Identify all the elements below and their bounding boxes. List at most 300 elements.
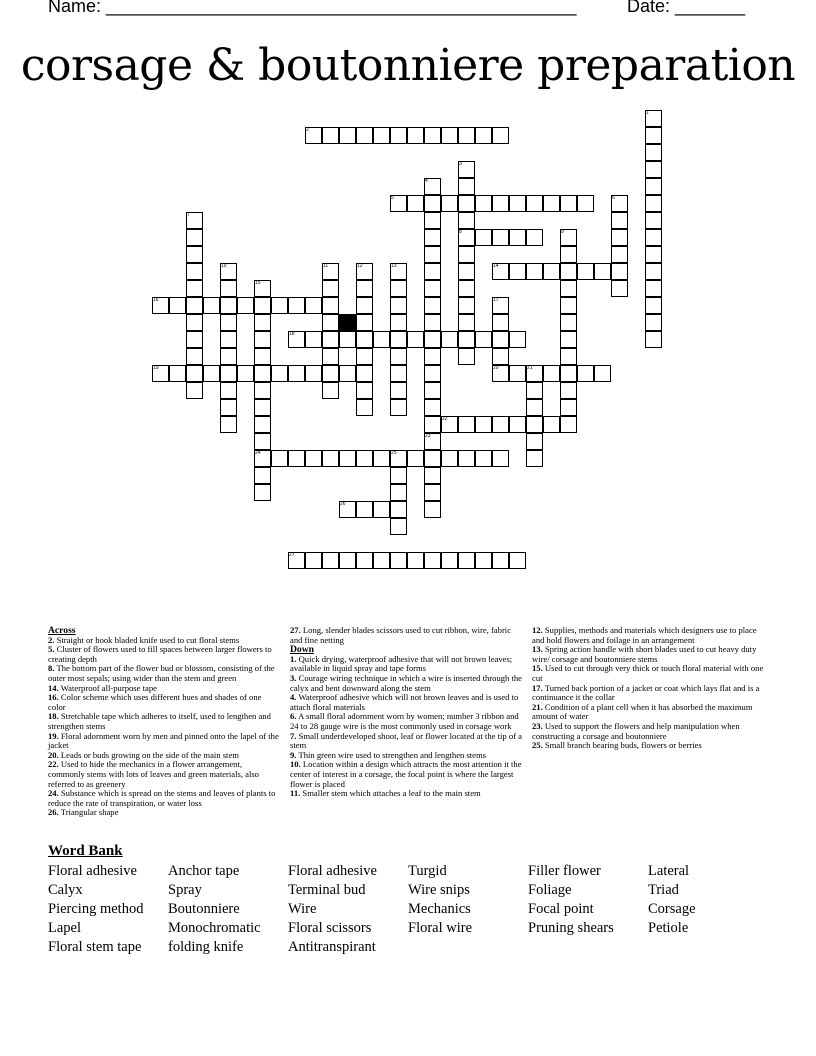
crossword-cell[interactable] <box>390 382 407 399</box>
crossword-cell[interactable] <box>356 399 373 416</box>
clue-number-label: 24. <box>48 788 59 799</box>
crossword-cell[interactable] <box>611 280 628 297</box>
crossword-cell[interactable] <box>254 297 271 314</box>
clue-number: 19 <box>153 365 159 371</box>
crossword-cell[interactable] <box>645 246 662 263</box>
crossword-cell[interactable] <box>492 229 509 246</box>
crossword-cell[interactable] <box>560 297 577 314</box>
crossword-cell[interactable] <box>645 212 662 229</box>
clue <box>532 684 764 703</box>
crossword-cell[interactable] <box>288 365 305 382</box>
crossword-cell[interactable] <box>526 399 543 416</box>
word-bank-item: Antitranspirant <box>288 939 376 955</box>
crossword-cell[interactable] <box>390 518 407 535</box>
crossword-cell[interactable] <box>254 365 271 382</box>
word-bank-item: Floral stem tape <box>48 939 142 955</box>
crossword-cell[interactable] <box>458 195 475 212</box>
crossword-cell[interactable] <box>594 263 611 280</box>
clue-text: Used to cut through very thick or touch floral material with one cut <box>532 663 764 683</box>
crossword-cell[interactable] <box>339 552 356 569</box>
crossword-cell[interactable] <box>441 331 458 348</box>
crossword-cell[interactable] <box>594 365 611 382</box>
crossword-cell[interactable] <box>645 314 662 331</box>
crossword-cell[interactable] <box>492 416 509 433</box>
crossword-cell[interactable] <box>424 263 441 280</box>
clue-number-label: 19. <box>48 730 59 741</box>
crossword-cell[interactable] <box>373 331 390 348</box>
crossword-cell[interactable] <box>475 195 492 212</box>
crossword-cell[interactable] <box>458 450 475 467</box>
crossword-cell[interactable] <box>458 263 475 280</box>
crossword-cell[interactable] <box>424 246 441 263</box>
crossword-cell[interactable] <box>271 365 288 382</box>
crossword-cell[interactable] <box>645 331 662 348</box>
clue-number: 3 <box>459 161 462 167</box>
crossword-cell[interactable] <box>458 178 475 195</box>
crossword-cell[interactable] <box>560 280 577 297</box>
clue-number-label: 7. <box>290 730 297 741</box>
crossword-cell[interactable] <box>390 501 407 518</box>
crossword-cell[interactable] <box>475 127 492 144</box>
crossword-cell[interactable] <box>424 484 441 501</box>
crossword-cell[interactable] <box>543 365 560 382</box>
crossword-cell[interactable] <box>611 246 628 263</box>
crossword-cell[interactable] <box>509 263 526 280</box>
clue-text: Condition of a plant cell when it has absorbed the maximum amount of water <box>532 701 753 722</box>
crossword-cell[interactable] <box>186 263 203 280</box>
crossword-cell[interactable] <box>186 297 203 314</box>
crossword-cell[interactable] <box>220 382 237 399</box>
clue-text: Smaller stem which attaches a leaf to the main stem <box>300 788 481 799</box>
crossword-cell[interactable] <box>220 331 237 348</box>
crossword-cell[interactable] <box>645 127 662 144</box>
crossword-cell[interactable] <box>645 229 662 246</box>
word-bank-item: Piercing method <box>48 901 144 917</box>
crossword-cell[interactable] <box>254 399 271 416</box>
crossword-cell[interactable] <box>356 365 373 382</box>
crossword-cell[interactable] <box>424 348 441 365</box>
crossword-cell[interactable] <box>305 552 322 569</box>
word-bank-item: Mechanics <box>408 901 471 917</box>
crossword-cell[interactable] <box>526 433 543 450</box>
crossword-cell[interactable] <box>526 416 543 433</box>
crossword-cell[interactable] <box>424 314 441 331</box>
crossword-cell[interactable] <box>254 348 271 365</box>
crossword-cell[interactable] <box>390 552 407 569</box>
crossword-cell[interactable] <box>611 212 628 229</box>
crossword-cell[interactable] <box>254 433 271 450</box>
date-field-label[interactable]: Date: _______ <box>627 0 746 16</box>
crossword-cell[interactable] <box>543 416 560 433</box>
crossword-cell[interactable] <box>254 331 271 348</box>
crossword-cell[interactable] <box>509 552 526 569</box>
crossword-cell[interactable] <box>356 450 373 467</box>
crossword-cell[interactable] <box>220 365 237 382</box>
crossword-cell[interactable] <box>339 365 356 382</box>
crossword-cell[interactable] <box>169 297 186 314</box>
crossword-cell[interactable] <box>339 127 356 144</box>
crossword-cell[interactable] <box>390 297 407 314</box>
clue-text: Turned back portion of a jacket or coat which lays flat and is a continuance it the collar <box>532 682 760 703</box>
crossword-cell[interactable] <box>203 365 220 382</box>
clue-number: 17 <box>493 297 499 303</box>
crossword-cell[interactable] <box>526 450 543 467</box>
clue-text: Used to hide the mechanics in a flower arrangement, commonly stems with lots of leaves and green materials, also referred to as greenery <box>48 759 259 789</box>
crossword-cell[interactable] <box>458 212 475 229</box>
clue-number: 22 <box>442 416 448 422</box>
crossword-cell[interactable] <box>475 331 492 348</box>
word-bank-item: folding knife <box>168 939 244 955</box>
crossword-cell[interactable] <box>560 382 577 399</box>
clue-number: 6 <box>612 195 615 201</box>
clue <box>48 760 280 789</box>
crossword-cell[interactable] <box>645 144 662 161</box>
crossword-cell[interactable] <box>475 450 492 467</box>
crossword-black-cell <box>339 314 356 331</box>
crossword-cell[interactable] <box>492 331 509 348</box>
across-clues-b <box>290 626 522 645</box>
crossword-cell[interactable] <box>390 484 407 501</box>
clue <box>48 664 280 683</box>
clue-number-label: 9. <box>290 749 297 760</box>
clue-text: Waterproof adhesive which will not brown leaves and is used to attach floral materials <box>290 692 519 712</box>
crossword-cell[interactable] <box>526 263 543 280</box>
crossword-cell[interactable] <box>611 263 628 280</box>
crossword-cell[interactable] <box>458 416 475 433</box>
crossword-cell[interactable] <box>356 280 373 297</box>
crossword-cell[interactable] <box>424 450 441 467</box>
clue-text: Cluster of flowers used to fill spaces between larger flowers to creating depth <box>48 644 272 664</box>
page-title: corsage & boutonniere preparation <box>20 40 796 91</box>
clue-text: A small floral adornment worn by women; number 3 ribbon and 24 to 28 gauge wire is the most commonly used in corsage work <box>290 711 519 731</box>
clue-number-label: 13. <box>532 644 543 655</box>
crossword-cell[interactable] <box>220 297 237 314</box>
clue-number: 8 <box>459 229 462 235</box>
crossword-cell[interactable] <box>526 382 543 399</box>
clue-text: Courage wiring technique in which a wire is inserted through the calyx and bent downward along the stem <box>290 672 522 693</box>
crossword-cell[interactable] <box>577 365 594 382</box>
crossword-cell[interactable] <box>254 467 271 484</box>
word-bank-item: Monochromatic <box>168 920 261 936</box>
crossword-cell[interactable] <box>237 365 254 382</box>
crossword-cell[interactable] <box>339 331 356 348</box>
crossword-cell[interactable] <box>186 331 203 348</box>
crossword-cell[interactable] <box>543 263 560 280</box>
clue-number-label: 25. <box>532 740 543 751</box>
clue-text: The bottom part of the flower bud or blossom, consisting of the outer most sepals; using wider than the stem and green <box>48 663 275 683</box>
word-bank-item: Floral wire <box>408 920 473 936</box>
crossword-cell[interactable] <box>186 229 203 246</box>
word-bank-item: Petiole <box>648 920 689 936</box>
crossword-cell[interactable] <box>475 552 492 569</box>
crossword-cell[interactable] <box>441 195 458 212</box>
clue-number: 25 <box>391 450 397 456</box>
crossword-cell[interactable] <box>356 297 373 314</box>
crossword-cell[interactable] <box>424 195 441 212</box>
crossword-cell[interactable] <box>288 297 305 314</box>
clue-number: 13 <box>391 263 397 269</box>
clue-number-label: 8. <box>48 663 55 674</box>
word-bank-item: Wire <box>288 901 317 917</box>
crossword-cell[interactable] <box>424 331 441 348</box>
clue <box>290 760 522 789</box>
crossword-cell[interactable] <box>220 416 237 433</box>
crossword-cell[interactable] <box>458 314 475 331</box>
crossword-cell[interactable] <box>356 382 373 399</box>
word-bank-item: Lateral <box>648 863 690 879</box>
crossword-cell[interactable] <box>611 229 628 246</box>
clue-number: 20 <box>493 365 499 371</box>
word-bank-item: Wire snips <box>408 882 470 898</box>
crossword-cell[interactable] <box>356 552 373 569</box>
crossword-cell[interactable] <box>203 297 220 314</box>
crossword-cell[interactable] <box>458 348 475 365</box>
clue <box>532 664 764 683</box>
crossword-cell[interactable] <box>475 229 492 246</box>
clue <box>290 693 522 712</box>
word-bank-item: Focal point <box>528 901 594 917</box>
crossword-cell[interactable] <box>356 501 373 518</box>
crossword-cell[interactable] <box>645 297 662 314</box>
crossword-cell[interactable] <box>424 365 441 382</box>
crossword-cell[interactable] <box>526 195 543 212</box>
crossword-cell[interactable] <box>424 280 441 297</box>
clue-number: 4 <box>425 178 428 184</box>
crossword-cell[interactable] <box>220 280 237 297</box>
clue <box>290 674 522 693</box>
crossword-cell[interactable] <box>509 365 526 382</box>
clues-column-3 <box>532 626 764 751</box>
crossword-cell[interactable] <box>322 314 339 331</box>
crossword-cell[interactable] <box>509 229 526 246</box>
crossword-cell[interactable] <box>560 331 577 348</box>
crossword-cell[interactable] <box>220 348 237 365</box>
crossword-cell[interactable] <box>577 195 594 212</box>
crossword-cell[interactable] <box>560 416 577 433</box>
clue-number-label: 14. <box>48 682 59 693</box>
clue-number-label: 23. <box>532 720 543 731</box>
crossword-cell[interactable] <box>322 450 339 467</box>
clue-number-label: 2. <box>48 634 55 645</box>
clue-number: 10 <box>221 263 227 269</box>
crossword-cell[interactable] <box>169 365 186 382</box>
crossword-cell[interactable] <box>509 195 526 212</box>
crossword-cell[interactable] <box>373 552 390 569</box>
clue-number: 14 <box>493 263 499 269</box>
crossword-cell[interactable] <box>322 348 339 365</box>
crossword-cell[interactable] <box>390 314 407 331</box>
crossword-cell[interactable] <box>220 314 237 331</box>
crossword-cell[interactable] <box>407 552 424 569</box>
crossword-cell[interactable] <box>237 297 254 314</box>
clue-number-label: 18. <box>48 711 59 722</box>
crossword-cell[interactable] <box>458 246 475 263</box>
crossword-cell[interactable] <box>492 314 509 331</box>
crossword-cell[interactable] <box>509 416 526 433</box>
crossword-cell[interactable] <box>458 331 475 348</box>
crossword-cell[interactable] <box>390 467 407 484</box>
clue-number: 1 <box>646 110 649 116</box>
crossword-cell[interactable] <box>560 246 577 263</box>
crossword-cell[interactable] <box>441 450 458 467</box>
clue-number: 11 <box>323 263 329 269</box>
clue-number-label: 3. <box>290 672 297 683</box>
crossword-cell[interactable] <box>424 229 441 246</box>
crossword-cell[interactable] <box>407 195 424 212</box>
crossword-cell[interactable] <box>254 314 271 331</box>
crossword-cell[interactable] <box>356 127 373 144</box>
crossword-cell[interactable] <box>560 314 577 331</box>
crossword-cell[interactable] <box>288 450 305 467</box>
crossword-cell[interactable] <box>322 127 339 144</box>
clue <box>290 712 522 731</box>
clue-number-label: 27. <box>290 625 301 635</box>
clue <box>48 693 280 712</box>
crossword-cell[interactable] <box>322 297 339 314</box>
crossword-cell[interactable] <box>407 450 424 467</box>
crossword-cell[interactable] <box>356 331 373 348</box>
crossword-cell[interactable] <box>424 382 441 399</box>
crossword-cell[interactable] <box>186 314 203 331</box>
clue-number-label: 10. <box>290 759 301 770</box>
down-clues-b <box>532 626 764 751</box>
crossword-cell[interactable] <box>509 331 526 348</box>
crossword-cell[interactable] <box>492 552 509 569</box>
clue-number: 24 <box>255 450 261 456</box>
crossword-cell[interactable] <box>458 552 475 569</box>
crossword-cell[interactable] <box>305 331 322 348</box>
crossword-cell[interactable] <box>424 297 441 314</box>
crossword-cell[interactable] <box>254 416 271 433</box>
word-bank-heading: Word Bank <box>48 843 123 859</box>
crossword-cell[interactable] <box>492 127 509 144</box>
crossword-cell[interactable] <box>390 365 407 382</box>
crossword-cell[interactable] <box>645 161 662 178</box>
crossword-cell[interactable] <box>407 331 424 348</box>
crossword-cell[interactable] <box>271 450 288 467</box>
clue-text: Leads or buds growing on the side of the main stem <box>58 749 239 760</box>
crossword-cell[interactable] <box>560 263 577 280</box>
crossword-cell[interactable] <box>322 382 339 399</box>
crossword-cell[interactable] <box>186 382 203 399</box>
crossword-cell[interactable] <box>424 127 441 144</box>
crossword-cell[interactable] <box>390 280 407 297</box>
crossword-cell[interactable] <box>458 297 475 314</box>
crossword-cell[interactable] <box>441 552 458 569</box>
clue-number: 27 <box>289 552 295 558</box>
crossword-cell[interactable] <box>186 348 203 365</box>
clues-column-2 <box>290 626 522 799</box>
clue-number-label: 26. <box>48 807 59 818</box>
crossword-cell[interactable] <box>271 297 288 314</box>
crossword-cell[interactable] <box>424 552 441 569</box>
clue-number-label: 12. <box>532 625 543 635</box>
crossword-cell[interactable] <box>560 365 577 382</box>
crossword-cell[interactable] <box>186 365 203 382</box>
clue-number: 26 <box>340 501 346 507</box>
clue <box>48 808 280 818</box>
crossword-cell[interactable] <box>560 195 577 212</box>
crossword-cell[interactable] <box>458 127 475 144</box>
crossword-cell[interactable] <box>577 263 594 280</box>
down-heading: Down <box>290 644 314 656</box>
crossword-cell[interactable] <box>390 127 407 144</box>
crossword-cell[interactable] <box>373 127 390 144</box>
clue-number: 18 <box>289 331 295 337</box>
crossword-cell[interactable] <box>560 348 577 365</box>
crossword-cell[interactable] <box>424 467 441 484</box>
crossword-cell[interactable] <box>441 127 458 144</box>
word-bank-item: Spray <box>168 882 202 898</box>
clue <box>48 645 280 664</box>
word-bank-item: Filler flower <box>528 863 601 879</box>
crossword-cell[interactable] <box>373 450 390 467</box>
crossword-cell[interactable] <box>356 348 373 365</box>
clue-number: 16 <box>153 297 159 303</box>
crossword-cell[interactable] <box>390 399 407 416</box>
word-bank-item: Anchor tape <box>168 863 240 879</box>
clue-text: Quick drying, waterproof adhesive that will not brown leaves; available in liquid spray and tape forms <box>290 653 513 674</box>
crossword-cell[interactable] <box>254 382 271 399</box>
crossword-cell[interactable] <box>322 552 339 569</box>
crossword-cell[interactable] <box>645 263 662 280</box>
crossword-cell[interactable] <box>220 399 237 416</box>
word-bank-item: Pruning shears <box>528 920 614 936</box>
crossword-cell[interactable] <box>322 331 339 348</box>
crossword-cell[interactable] <box>424 501 441 518</box>
crossword-cell[interactable] <box>305 365 322 382</box>
crossword-cell[interactable] <box>424 399 441 416</box>
crossword-cell[interactable] <box>407 127 424 144</box>
crossword-cell[interactable] <box>390 348 407 365</box>
crossword-cell[interactable] <box>339 450 356 467</box>
crossword-cell[interactable] <box>186 246 203 263</box>
crossword-cell[interactable] <box>560 399 577 416</box>
crossword-cell[interactable] <box>543 195 560 212</box>
crossword-cell[interactable] <box>492 348 509 365</box>
crossword-cell[interactable] <box>186 280 203 297</box>
clue-number-label: 21. <box>532 701 543 712</box>
clue <box>532 703 764 722</box>
crossword-cell[interactable] <box>373 501 390 518</box>
crossword-cell[interactable] <box>526 229 543 246</box>
crossword-cell[interactable] <box>322 365 339 382</box>
crossword-cell[interactable] <box>305 450 322 467</box>
crossword-cell[interactable] <box>645 195 662 212</box>
crossword-cell[interactable] <box>475 416 492 433</box>
crossword-cell[interactable] <box>492 195 509 212</box>
clue-text: Substance which is spread on the stems and leaves of plants to reduce the rate of transpiration, or water loss <box>48 788 276 808</box>
clue-number: 23 <box>425 433 431 439</box>
crossword-cell[interactable] <box>390 331 407 348</box>
word-bank-item: Lapel <box>48 920 82 936</box>
crossword-cell[interactable] <box>305 297 322 314</box>
crossword-cell[interactable] <box>458 280 475 297</box>
crossword-cell[interactable] <box>322 280 339 297</box>
crossword-cell[interactable] <box>424 212 441 229</box>
word-bank-item: Corsage <box>648 901 696 917</box>
crossword-cell[interactable] <box>424 416 441 433</box>
clue-number-label: 6. <box>290 711 297 722</box>
name-field-label[interactable]: Name: _______________________________________________ <box>48 0 577 16</box>
word-bank-item: Triad <box>648 882 679 898</box>
crossword-cell[interactable] <box>645 280 662 297</box>
crossword-cell[interactable] <box>492 450 509 467</box>
crossword-cell[interactable] <box>645 178 662 195</box>
crossword-cell[interactable] <box>356 314 373 331</box>
clue-number: 15 <box>255 280 261 286</box>
crossword-cell[interactable] <box>254 484 271 501</box>
